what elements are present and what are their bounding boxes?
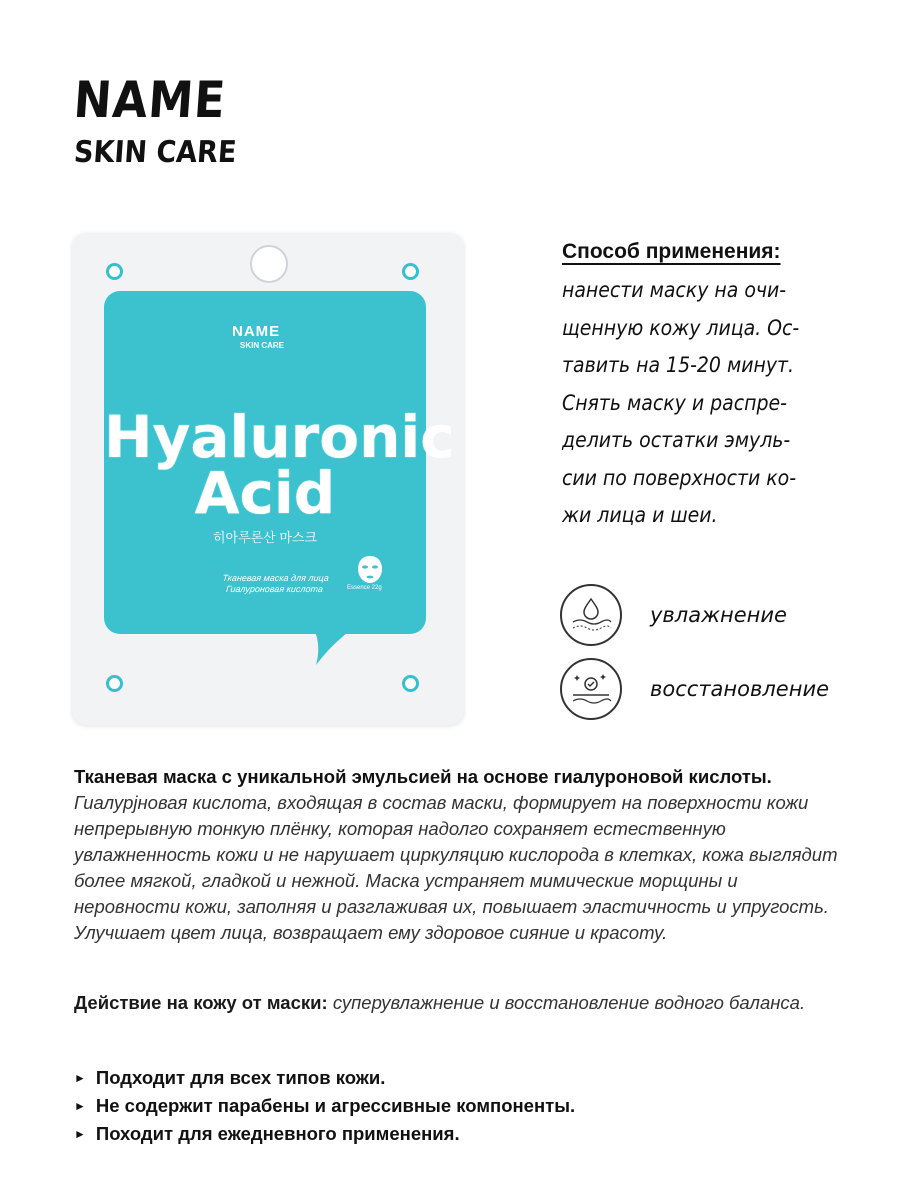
list-item bbox=[74, 1092, 844, 1120]
action-block bbox=[74, 990, 844, 1016]
brand-name: NAME bbox=[71, 71, 229, 129]
list-item-text: Подходит для всех типов кожи. bbox=[95, 1067, 386, 1088]
product-korean-name: 히아루론산 마스크 bbox=[212, 530, 318, 545]
description-lead: Тканевая маска с уникальной эмульсией на основе гиалуроновой кислоты. bbox=[74, 766, 772, 787]
hang-hole bbox=[250, 245, 288, 283]
arrow-icon: ► bbox=[74, 1099, 86, 1113]
description-body: Гиалурјновая кислота, входящая в состав маски, формирует на поверхности кожи непрерывную тонкую плёнку, которая надолго сохраняет естественную увлажненность кожи и не нарушает циркуляцию кислорода в клетках, кожа выглядит более мягкой, гладкой и нежной. Маска устраняет мимические морщины и неровности кожи, заполняя и разглаживая их, повышает эластичность и упругость. Улучшает цвет лица, возвращает ему здоровое сияние и красоту. bbox=[74, 792, 838, 943]
usage-line: сии по поверхности ко- bbox=[562, 465, 797, 490]
usage-title: Способ применения: bbox=[562, 240, 781, 263]
usage-line: жи лица и шеи. bbox=[562, 503, 718, 527]
benefit-label: восстановление bbox=[650, 677, 830, 701]
usage-line: делить остатки эмуль- bbox=[562, 428, 791, 452]
feature-list bbox=[74, 1064, 844, 1148]
action-text: суперувлажнение и восстановление водного баланса. bbox=[332, 992, 806, 1013]
product-desc-line2: Гиалуроновая кислота bbox=[225, 584, 324, 594]
product-title-line2: Acid bbox=[194, 459, 336, 527]
product-desc-line1: Тканевая маска для лица bbox=[221, 573, 330, 583]
face-mask-icon bbox=[354, 555, 386, 585]
list-item-text: Походит для ежедневного применения. bbox=[95, 1123, 460, 1144]
arrow-icon: ► bbox=[74, 1127, 86, 1141]
arrow-icon: ► bbox=[74, 1071, 86, 1085]
usage-line: щенную кожу лица. Ос- bbox=[562, 315, 800, 340]
description-block bbox=[74, 764, 844, 946]
package-brand-sub: SKIN CARE bbox=[240, 341, 285, 350]
list-item-text: Не содержит парабены и агрессивные компоненты. bbox=[95, 1095, 576, 1116]
usage-text bbox=[562, 272, 862, 535]
corner-dot bbox=[106, 675, 123, 692]
restore-skin-icon bbox=[560, 658, 622, 720]
package-brand-name: NAME bbox=[232, 323, 281, 340]
list-item bbox=[74, 1064, 844, 1092]
benefit-moisture bbox=[560, 584, 787, 646]
brand-logo bbox=[71, 71, 238, 170]
brand-subtitle: SKIN CARE bbox=[72, 135, 238, 170]
usage-section bbox=[562, 232, 862, 535]
product-package-image bbox=[72, 233, 464, 725]
product-description bbox=[199, 573, 351, 595]
list-item bbox=[74, 1120, 844, 1148]
product-title-line1: Hyaluronic bbox=[104, 403, 455, 471]
benefit-restore bbox=[560, 658, 829, 720]
product-title bbox=[104, 403, 455, 527]
usage-line: Снять маску и распре- bbox=[562, 390, 787, 415]
usage-line: тавить на 15-20 минут. bbox=[562, 353, 795, 377]
speech-tail-shape bbox=[312, 625, 358, 665]
corner-dot bbox=[402, 263, 419, 280]
corner-dot bbox=[402, 675, 419, 692]
action-label: Действие на кожу от маски: bbox=[74, 992, 328, 1013]
product-essence: Essence 22g bbox=[347, 585, 382, 591]
usage-line: нанести маску на очи- bbox=[562, 278, 787, 302]
corner-dot bbox=[106, 263, 123, 280]
benefit-label: увлажнение bbox=[650, 603, 787, 627]
moisture-skin-icon bbox=[560, 584, 622, 646]
